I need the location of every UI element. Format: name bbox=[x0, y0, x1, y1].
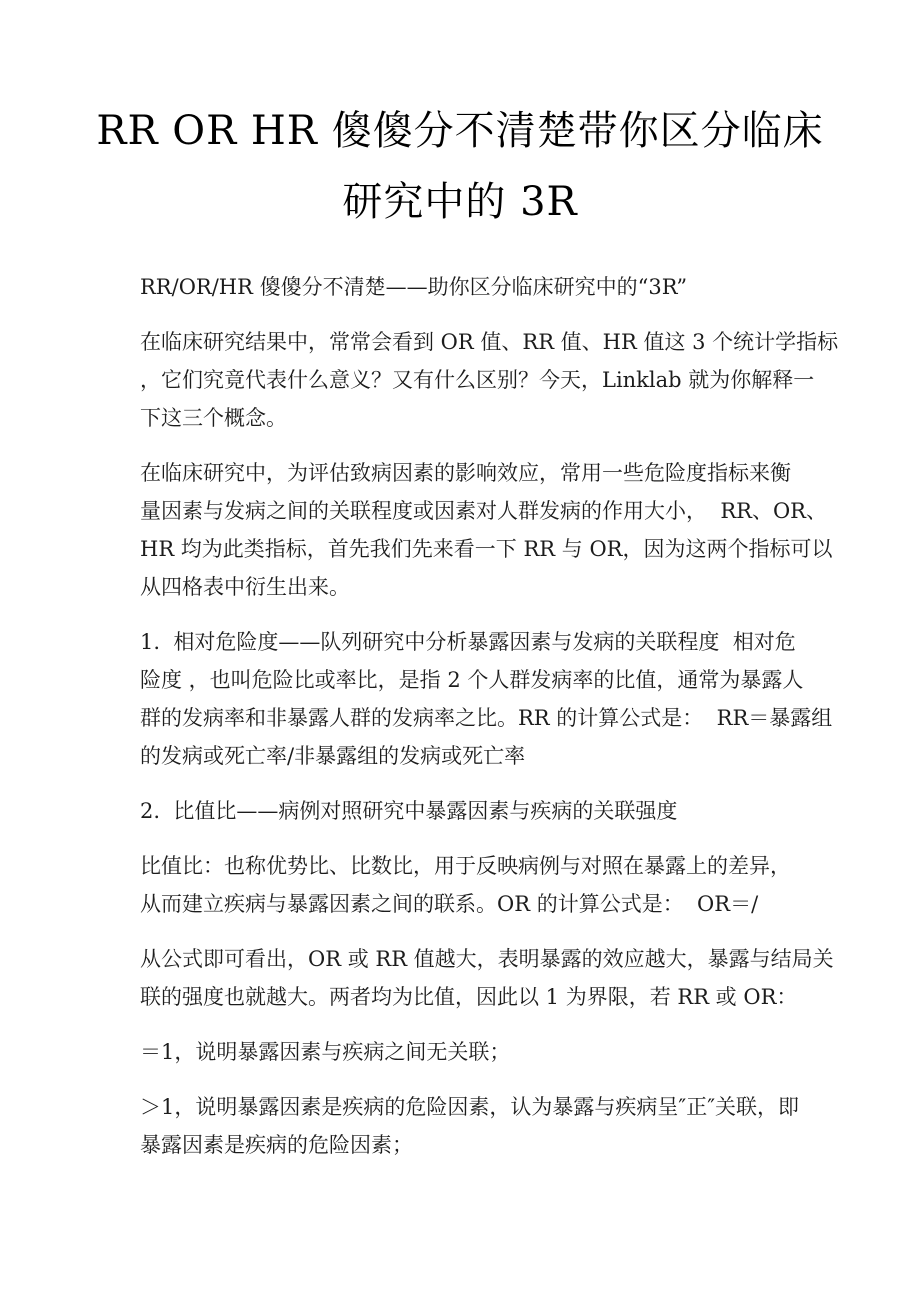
text-line: 联的强度也就越大。两者均为比值，因此以 1 为界限，若 RR 或 OR： bbox=[140, 985, 798, 1009]
text-line: 2. 比值比——病例对照研究中暴露因素与疾病的关联强度 bbox=[140, 799, 678, 823]
text-line: 1. 相对危险度——队列研究中分析暴露因素与发病的关联程度 相对危 bbox=[140, 630, 796, 654]
text-line: 的发病或死亡率/非暴露组的发病或死亡率 bbox=[140, 744, 526, 768]
text-line: 比值比：也称优势比、比数比，用于反映病例与对照在暴露上的差异， bbox=[140, 854, 791, 878]
text-line: RR/OR/HR 傻傻分不清楚——助你区分临床研究中的“3R” bbox=[140, 275, 688, 299]
paragraph-equal-one bbox=[140, 1033, 780, 1071]
text-line: 险度 ，也叫危险比或率比，是指 2 个人群发病率的比值，通常为暴露人 bbox=[140, 668, 804, 692]
page-title-line-2: 研究中的 3R bbox=[342, 179, 578, 225]
text-line: 在临床研究结果中，常常会看到 OR 值、RR 值、HR 值这 3 个统计学指标 bbox=[140, 330, 839, 354]
text-line: ＝1，说明暴露因素与疾病之间无关联； bbox=[140, 1040, 511, 1064]
document-body bbox=[140, 268, 839, 1164]
paragraph-odds-ratio-heading bbox=[140, 792, 780, 830]
text-line: HR 均为此类指标，首先我们先来看一下 RR 与 OR，因为这两个指标可以 bbox=[140, 537, 833, 561]
text-line: 从四格表中衍生出来。 bbox=[140, 575, 350, 599]
text-line: ＞1，说明暴露因素是疾病的危险因素，认为暴露与疾病呈″正″关联，即 bbox=[140, 1095, 800, 1119]
text-line: 暴露因素是疾病的危险因素； bbox=[140, 1133, 413, 1157]
paragraph-intro bbox=[140, 323, 839, 437]
text-line: 在临床研究中，为评估致病因素的影响效应，常用一些危险度指标来衡 bbox=[140, 461, 791, 485]
paragraph-relative-risk bbox=[140, 623, 833, 775]
text-line: ，它们究竟代表什么意义？又有什么区别？今天，Linklab 就为你解释一 bbox=[140, 368, 815, 392]
text-line: 下这三个概念。 bbox=[140, 406, 287, 430]
text-line: 从公式即可看出，OR 或 RR 值越大，表明暴露的效应越大，暴露与结局关 bbox=[140, 947, 834, 971]
paragraph-formula-interpretation bbox=[140, 940, 834, 1016]
paragraph-subtitle bbox=[140, 268, 780, 306]
paragraph-greater-than-one bbox=[140, 1088, 800, 1164]
page-title bbox=[80, 96, 840, 238]
text-line: 量因素与发病之间的关联程度或因素对人群发病的作用大小， RR、OR、 bbox=[140, 499, 827, 523]
text-line: 群的发病率和非暴露人群的发病率之比。RR 的计算公式是： RR＝暴露组 bbox=[140, 706, 833, 730]
page-title-line-1: RR OR HR 傻傻分不清楚带你区分临床 bbox=[96, 108, 824, 154]
paragraph-odds-ratio bbox=[140, 847, 791, 923]
text-line: 从而建立疾病与暴露因素之间的联系。OR 的计算公式是： OR＝/ bbox=[140, 892, 759, 916]
paragraph-risk-indicators bbox=[140, 454, 833, 606]
